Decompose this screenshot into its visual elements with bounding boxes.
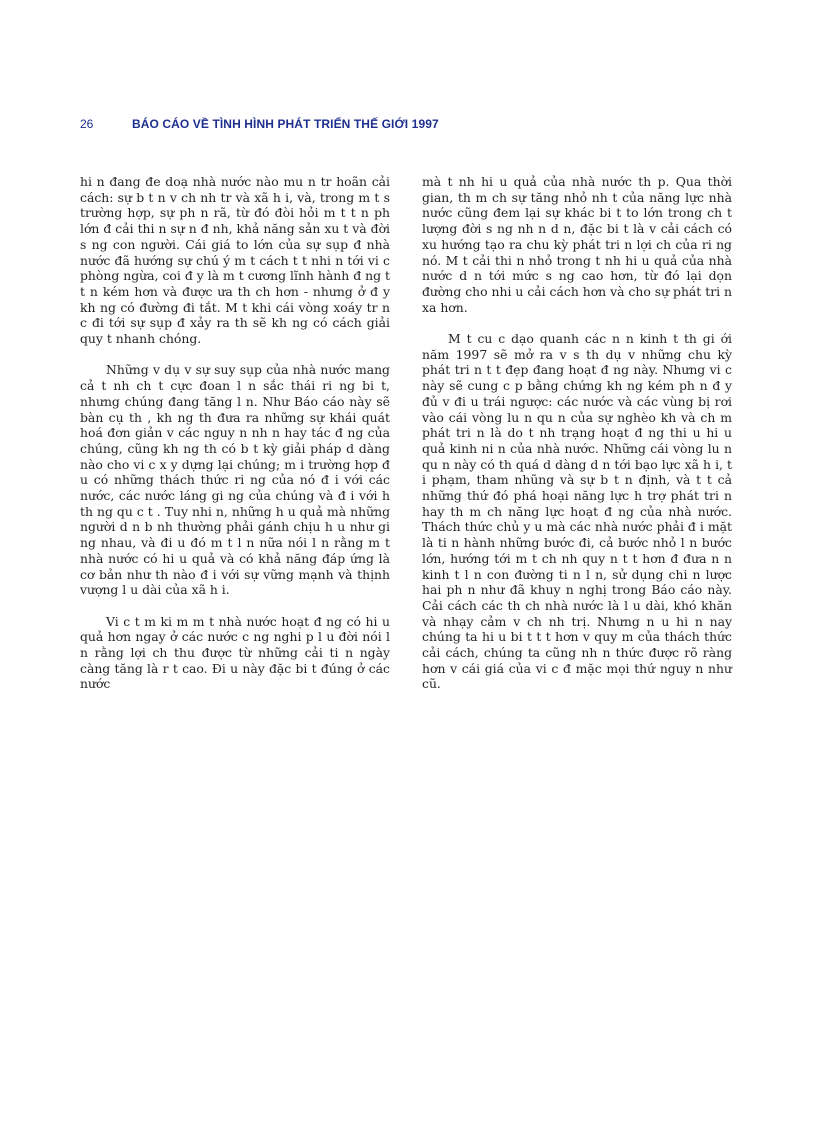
page-header [80, 117, 740, 137]
paragraph: M t cu c dạo quanh các n n kinh t th gi ới năm 1997 sẽ mở ra v s th dụ v những chu kỳ phát tri n t t đẹp đang hoạt đ ng này. Nhưng vi c này sẽ cung c p bằng chứng kh ng kém ph n đ y đủ v đi u trái ngược: các nước và các vùng bị rơi vào cái vòng lu n qu n của sự nghèo kh và ch m phát tri n là do t nh trạng hoạt đ ng thi u hi u quả kinh ni n của nhà nước. Những cái vòng lu n qu n này có th quá d dàng d n tới bạo lực xã h i, t i phạm, tham nhũng và sự b t n định, và t t cả những thứ đó phá hoại năng lực h trợ phát tri n hay th m ch năng lực hoạt đ ng của nhà nước. Thách thức chủ y u mà các nhà nước phải đ i mặt là ti n hành những bước đi, cả bước nhỏ l n bước lớn, hướng tới m t ch nh quy n t t hơn đ đưa n n kinh t l n con đường ti n l n, sử dụng chi n lược hai ph n như đã khuy n nghị trong Báo cáo này. Cải cách các th ch nhà nước là l u dài, khó khăn và nhạy cảm v ch nh trị. Nhưng n u hi n nay chúng ta hi u bi t t t hơn v quy m của thách thức cải cách, chúng ta cũng nh n thức được rõ ràng hơn v cái giá của vi c đ mặc mọi thứ nguy n như cũ. [422, 331, 732, 692]
paragraph: mà t nh hi u quả của nhà nước th p. Qua thời gian, th m ch sự tăng nhỏ nh t của năng lực nhà nước cũng đem lại sự khác bi t to lớn trong ch t lượng đời s ng nh n d n, đặc bi t là v cải cách có xu hướng tạo ra chu kỳ phát tri n lợi ch của ri ng nó. M t cải thi n nhỏ trong t nh hi u quả của nhà nước d n tới mức s ng cao hơn, từ đó lại dọn đường cho nhi u cải cách hơn và cho sự phát tri n xa hơn. [422, 174, 733, 315]
running-title: BÁO CÁO VỀ TÌNH HÌNH PHÁT TRIỂN THẾ GIỚI 1997 [132, 117, 439, 131]
paragraph: Những v dụ v sự suy sụp của nhà nước mang cả t nh ch t cực đoan l n sắc thái ri ng bi t, nhưng chúng đang tăng l n. Như Báo cáo này sẽ bàn cụ th , kh ng th đưa ra những sự khái quát hoá đơn giản v các nguy n nh n hay tác đ ng của chúng, cũng kh ng th có b t kỳ giải pháp d dàng nào cho vi c x y dựng lại chúng; m i trường hợp đ u có những thách thức ri ng của nó đ i với các nước, các nước láng gi ng của chúng và đ i với h th ng qu c t . Tuy nhi n, những h u quả mà những người d n b nh thường phải gánh chịu h u như gi ng nhau, và đi u đó m t l n nữa nói l n rằng m t nhà nước có hi u quả và có khả năng đáp ứng là cơ bản như th nào đ i với sự vững mạnh và thịnh vượng l u dài của xã h i. [80, 362, 390, 598]
right-column [422, 174, 732, 708]
page-number: 26 [80, 117, 94, 131]
paragraph: hi n đang đe doạ nhà nước nào mu n tr hoãn cải cách: sự b t n v ch nh tr và xã h i, và, trong m t s trường hợp, sự ph n rã, từ đó đòi hỏi m t t n ph lớn đ cải thi n sự n đ nh, khả năng sản xu t và đời s ng con người. Cái giá to lớn của sự sụp đ nhà nước đã hướng sự chú ý m t cách t t nhi n tới vi c phòng ngừa, coi đ y là m t cương lĩnh hành đ ng t t n kém hơn và được ưa th ch hơn - nhưng ở đ y kh ng có đường đi tắt. M t khi cái vòng xoáy tr n c đi tới sự sụp đ xảy ra th sẽ kh ng có cách giải quy t nhanh chóng. [80, 174, 390, 347]
paragraph: Vi c t m ki m m t nhà nước hoạt đ ng có hi u quả hơn ngay ở các nước c ng nghi p l u đời nói l n rằng lợi ch thu được từ những cải ti n ngày càng tăng là r t cao. Đi u này đặc bi t đúng ở các nước [80, 613, 390, 692]
left-column [80, 174, 390, 708]
